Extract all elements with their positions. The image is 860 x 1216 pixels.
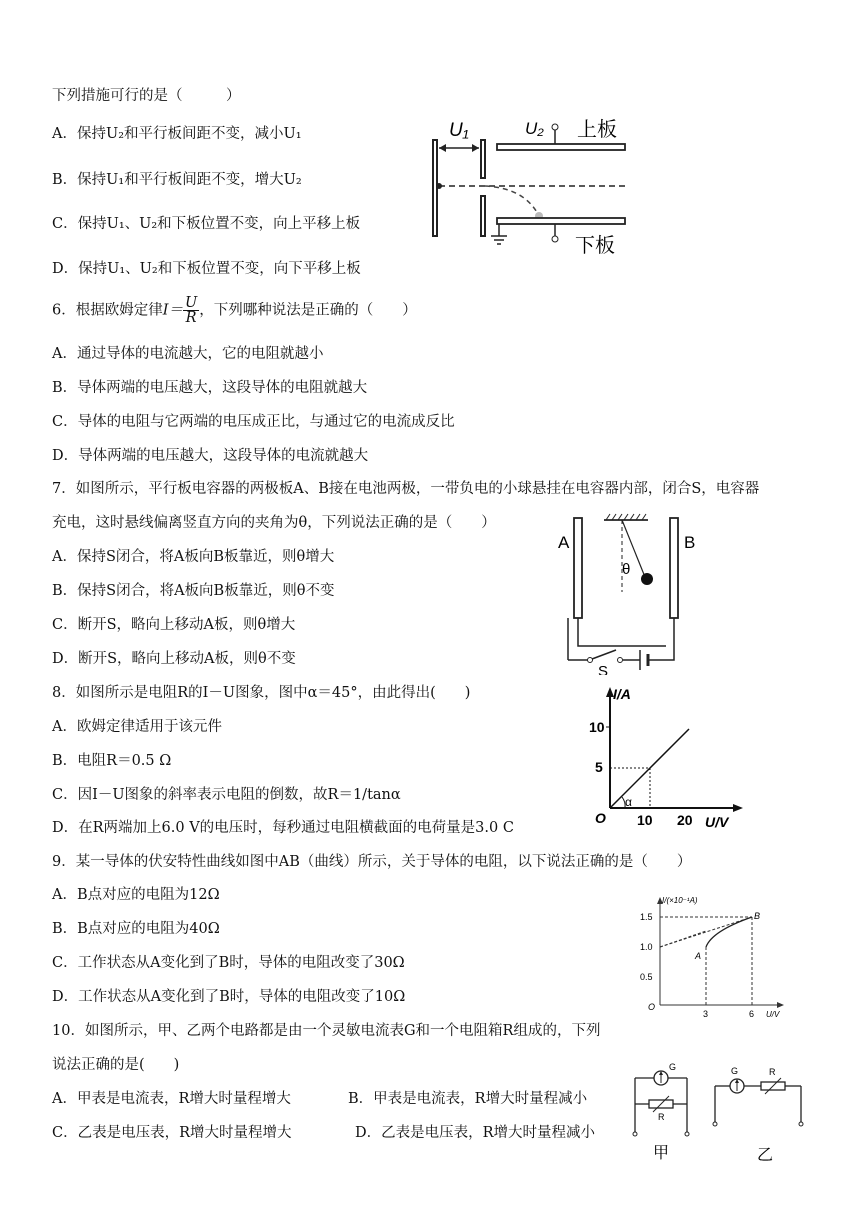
- yi-label: 乙: [757, 1147, 774, 1164]
- y-tick-0-5: 0.5: [640, 972, 653, 982]
- figure-va-curve: [640, 893, 790, 1023]
- origin-label: O: [595, 810, 606, 826]
- x-axis-label: U/V: [766, 1010, 780, 1019]
- figure-deflection-apparatus: [425, 112, 635, 262]
- alpha-label: α: [625, 795, 632, 809]
- jia-r-label: R: [658, 1112, 665, 1122]
- plate-a-label: A: [558, 533, 570, 552]
- question-line-q7a1: A．保持S闭合，将A板向B板靠近，则θ增大: [52, 549, 335, 565]
- question-line-q6a: A．通过导体的电流越大，它的电阻就越小: [52, 346, 324, 362]
- circuit-yi: [713, 1066, 803, 1164]
- question-line-q5b: B．保持U₁和平行板间距不变，增大U₂: [52, 172, 302, 188]
- question-line-q7: 7．如图所示，平行板电容器的两极板A、B接在电池两极，一带负电的小球悬挂在电容器内部，闭合S，电容器: [52, 481, 760, 497]
- yi-g-label: G: [731, 1066, 739, 1076]
- question-6-stem: [52, 296, 417, 325]
- jia-label: 甲: [653, 1145, 670, 1162]
- q6-pre: 6．根据欧姆定律: [52, 302, 163, 319]
- question-line-q9b: B．B点对应的电阻为40Ω: [52, 921, 220, 937]
- question-line-q10: 10．如图所示，甲、乙两个电路都是由一个灵敏电流表G和一个电阻箱R组成的，下列: [52, 1023, 601, 1039]
- y-axis-label: I/(×10⁻¹A): [662, 896, 698, 905]
- question-line-q9a: A．B点对应的电阻为12Ω: [52, 887, 220, 903]
- yi-r-label: R: [769, 1067, 776, 1077]
- question-line-q8a: A．欧姆定律适用于该元件: [52, 719, 222, 735]
- theta-label: θ: [622, 561, 631, 578]
- circuit-jia: [633, 1062, 689, 1162]
- question-line-q8b: B．电阻R＝0.5 Ω: [52, 753, 172, 769]
- question-line-intro: 下列措施可行的是（ ）: [52, 88, 241, 104]
- option-line-q10bb: B．甲表是电流表，R增大时量程减小: [348, 1091, 588, 1107]
- question-line-q10a: A．甲表是电流表，R增大时量程增大: [52, 1091, 291, 1107]
- question-line-q8c: C．因I－U图象的斜率表示电阻的倒数，故R＝1/tanα: [52, 787, 401, 803]
- question-line-q7a2: B．保持S闭合，将A板向B板靠近，则θ不变: [52, 583, 335, 599]
- question-line-q6b: B．导体两端的电压越大，这段导体的电阻就越大: [52, 380, 368, 396]
- y-tick-5: 5: [595, 759, 603, 775]
- switch-label: S: [598, 663, 609, 675]
- figure-iu-graph: [585, 683, 745, 833]
- question-line-q9c: C．工作状态从A变化到了B时，导体的电阻改变了30Ω: [52, 955, 405, 971]
- y-tick-1-5: 1.5: [640, 912, 653, 922]
- point-a-label: A: [695, 951, 702, 961]
- question-line-q5d: D．保持U₁、U₂和下板位置不变，向下平移上板: [52, 261, 361, 277]
- top-plate-label: 上板: [577, 119, 617, 141]
- question-line-q5c: C．保持U₁、U₂和下板位置不变，向上平移上板: [52, 216, 361, 232]
- question-line-q7a3: C．断开S，略向上移动A板，则θ增大: [52, 617, 296, 633]
- x-tick-20: 20: [677, 812, 693, 828]
- question-line-q8: 8．如图所示是电阻R的I－U图象，图中α＝45°，由此得出( ): [52, 685, 471, 701]
- frac-den: R: [185, 310, 197, 326]
- question-line-q5a: A．保持U₂和平行板间距不变，减小U₁: [52, 126, 302, 142]
- x-tick-6: 6: [749, 1009, 755, 1019]
- u1-label: U₁: [449, 120, 469, 141]
- x-tick-3: 3: [703, 1009, 709, 1019]
- y-axis-label: I/A: [613, 686, 631, 702]
- question-line-q9: 9．某一导体的伏安特性曲线如图中AB（曲线）所示，关于导体的电阻，以下说法正确的是（ ）: [52, 854, 692, 870]
- u2-label: U₂: [525, 119, 544, 138]
- question-line-q10b: 说法正确的是( ): [52, 1057, 180, 1073]
- plate-b-label: B: [684, 533, 696, 552]
- question-line-q9d: D．工作状态从A变化到了B时，导体的电阻改变了10Ω: [52, 989, 406, 1005]
- question-line-q6d: D．导体两端的电压越大，这段导体的电流就越大: [52, 448, 369, 464]
- jia-g-label: G: [669, 1062, 677, 1072]
- ohm-fraction: [183, 296, 199, 325]
- figure-meter-circuits: [625, 1060, 820, 1170]
- q6-lhs: I＝: [162, 302, 183, 319]
- frac-num: U: [184, 295, 198, 311]
- question-line-q8d: D．在R两端加上6.0 V的电压时，每秒通过电阻横截面的电荷量是3.0 C: [52, 820, 514, 836]
- y-tick-10: 10: [589, 719, 605, 735]
- option-line-q10d: D．乙表是电压表，R增大时量程减小: [355, 1125, 596, 1141]
- bottom-plate-label: 下板: [575, 235, 615, 257]
- x-tick-10: 10: [637, 812, 653, 828]
- figure-capacitor-pendulum: [548, 510, 708, 675]
- question-line-q10c: C．乙表是电压表，R增大时量程增大: [52, 1125, 292, 1141]
- q6-post: ，下列哪种说法是正确的（ ）: [199, 302, 417, 319]
- question-line-q6c: C．导体的电阻与它两端的电压成正比，与通过它的电流成反比: [52, 414, 455, 430]
- question-line-q7a4: D．断开S，略向上移动A板，则θ不变: [52, 651, 296, 667]
- question-line-q7b: 充电，这时悬线偏离竖直方向的夹角为θ，下列说法正确的是（ ）: [52, 515, 496, 531]
- origin-label: O: [648, 1002, 656, 1012]
- point-b-label: B: [754, 911, 761, 921]
- x-axis-label: U/V: [705, 814, 729, 830]
- y-tick-1-0: 1.0: [640, 942, 653, 952]
